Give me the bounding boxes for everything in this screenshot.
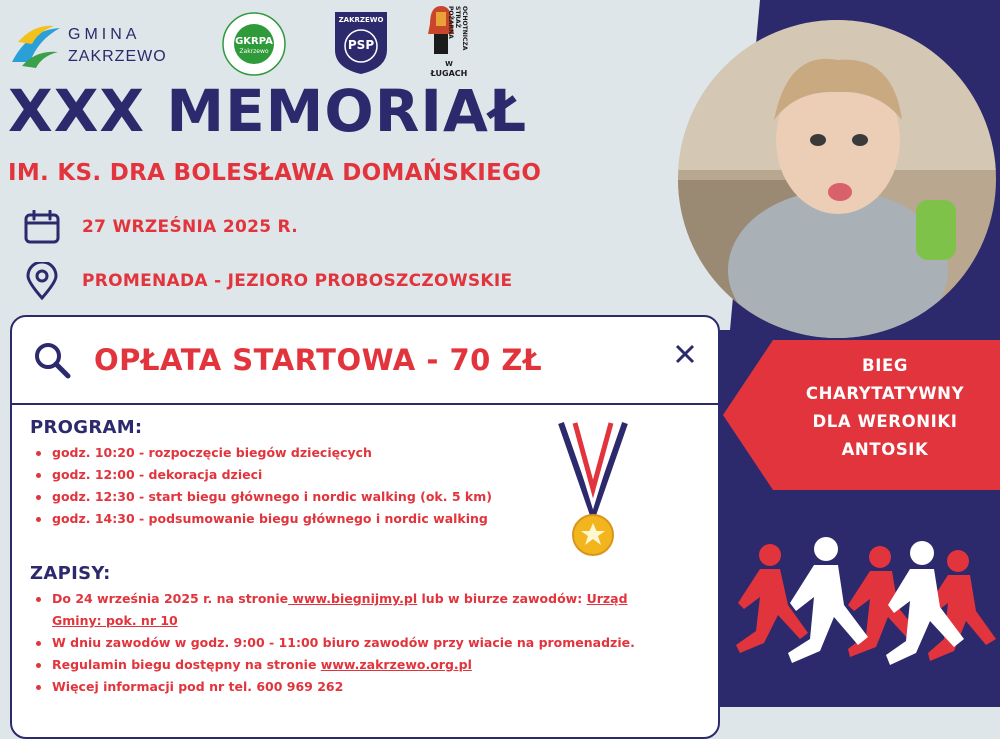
child-photo — [678, 20, 996, 338]
fee-bar — [12, 317, 718, 405]
zapisy-item1-text2: lub w biurze zawodów: — [417, 591, 587, 606]
biegnijmy-link[interactable]: www.biegnijmy.pl — [288, 591, 418, 606]
program-item: godz. 12:30 - start biegu głównego i nordic walking (ok. 5 km) — [30, 486, 550, 508]
osp-w: W — [445, 60, 453, 68]
charity-line-3: DLA WERONIKI — [812, 412, 958, 431]
psp-top: ZAKRZEWO — [338, 16, 384, 24]
zapisy-heading: ZAPISY: — [30, 563, 111, 584]
page-title: XXX MEMORIAŁ — [8, 77, 528, 145]
zakrzewo-link[interactable]: www.zakrzewo.org.pl — [320, 657, 472, 672]
charity-line-1: BIEG — [862, 356, 908, 375]
charity-line-2: CHARYTATYWNY — [805, 384, 965, 403]
psp-label: PSP — [347, 38, 375, 52]
zapisy-item: Więcej informacji pod nr tel. 600 969 262 — [30, 676, 680, 698]
gkrpa-logo — [222, 12, 286, 76]
osp-place: ŁUGACH — [430, 69, 468, 78]
zapisy-section — [30, 563, 700, 698]
info-card — [10, 315, 720, 739]
charity-line-4: ANTOSIK — [841, 440, 929, 459]
medal-icon — [557, 419, 629, 559]
gmina-emblem-icon — [8, 22, 64, 70]
zapisy-item — [30, 588, 680, 632]
entry-fee: OPŁATA STARTOWA - 70 ZŁ — [94, 343, 543, 377]
page-subtitle: IM. KS. DRA BOLESŁAWA DOMAŃSKIEGO — [8, 160, 542, 186]
charity-text — [770, 352, 1000, 464]
urzad-gminy-link[interactable]: Urząd Gminy: pok. nr 10 — [52, 591, 628, 628]
program-section — [30, 417, 550, 530]
zapisy-item3-text: Regulamin biegu dostępny na stronie — [52, 657, 321, 672]
date-row — [24, 210, 298, 244]
calendar-icon — [24, 210, 60, 244]
gmina-line1: GMINA — [68, 26, 141, 43]
program-list — [30, 442, 550, 530]
program-item: godz. 14:30 - podsumowanie biegu głównego i nordic walking — [30, 508, 550, 530]
zapisy-list — [30, 588, 680, 698]
gkrpa-label: GKRPA — [235, 36, 273, 47]
program-item: godz. 10:20 - rozpoczęcie biegów dziecięcych — [30, 442, 550, 464]
close-icon[interactable] — [674, 343, 696, 365]
program-item: godz. 12:00 - dekoracja dzieci — [30, 464, 550, 486]
location-row — [24, 262, 512, 300]
event-date: 27 WRZEŚNIA 2025 R. — [82, 217, 299, 237]
osp-logo — [426, 4, 486, 80]
program-heading: PROGRAM: — [30, 417, 143, 438]
osp-text: OCHOTNICZA STRAŻ POŻARNA — [447, 6, 468, 51]
location-pin-icon — [24, 262, 60, 300]
gmina-logo — [8, 22, 178, 72]
zapisy-item1-text: Do 24 września 2025 r. na stronie — [52, 591, 289, 606]
gkrpa-sub: Zakrzewo — [239, 48, 269, 55]
runners-illustration — [730, 535, 1000, 707]
psp-logo — [333, 10, 389, 76]
event-location: PROMENADA - JEZIORO PROBOSZCZOWSKIE — [82, 271, 513, 291]
gmina-line2: ZAKRZEWO — [68, 48, 167, 65]
zapisy-item: W dniu zawodów w godz. 9:00 - 11:00 biuro zawodów przy wiacie na promenadzie. — [30, 632, 680, 654]
zapisy-item — [30, 654, 680, 676]
search-icon — [32, 340, 72, 380]
